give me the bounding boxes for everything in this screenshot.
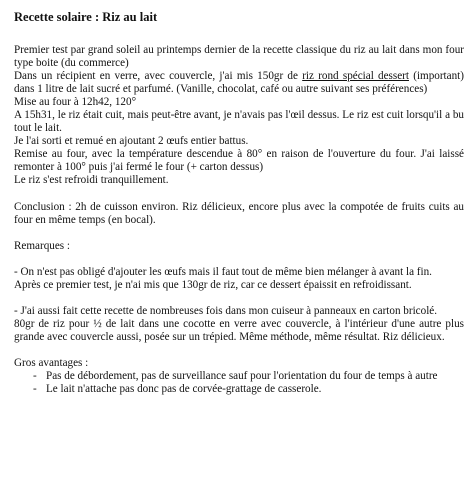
spacer: [14, 253, 464, 266]
advantages-list: [14, 370, 464, 396]
ingredients-text-end: (important) dans 1 litre de lait sucré et parfumé. (Vanille, chocolat, café ou autre suivant ses préférences): [14, 70, 464, 96]
remarks-heading: Remarques :: [14, 239, 70, 252]
oven-start-line: Mise au four à 12h42, 120°: [14, 96, 137, 109]
bullet-dash: -: [33, 382, 37, 395]
list-item: [14, 370, 464, 383]
cooked-paragraph: A 15h31, le riz était cuit, mais peut-être avant, je n'avais pas l'œil dessus. Le riz est cuit lorsqu'il a bu tout le lait.: [14, 109, 464, 135]
eggs-line: Je l'ai sorti et remué en ajoutant 2 œufs entier battus.: [14, 135, 249, 148]
remarks-section: [14, 240, 464, 344]
remark-panel-cooker: - J'ai aussi fait cette recette de nombreuses fois dans mon cuiseur à panneaux en carton bricolé.: [14, 304, 438, 317]
advantage-text: Pas de débordement, pas de surveillance sauf pour l'orientation du four de temps à autre: [46, 369, 438, 382]
remark-rice-quantity: Après ce premier test, je n'ai mis que 130gr de riz, car ce dessert épaissit en refroidissant.: [14, 278, 412, 291]
intro-section: [14, 44, 464, 188]
remark-eggs: - On n'est pas obligé d'ajouter les œufs mais il faut tout de même bien mélanger à avant la fin.: [14, 265, 432, 278]
advantages-heading: Gros avantages :: [14, 356, 89, 369]
document-page: [14, 10, 464, 396]
advantage-text: Le lait n'attache pas donc pas de corvée-grattage de casserole.: [46, 382, 322, 395]
reheat-paragraph: Remise au four, avec la température descendue à 80° en raison de l'ouverture du four. J'ai laissé remonter à 100° puis j'ai fermé le four (+ carton dessus): [14, 148, 464, 174]
advantages-section: [14, 357, 464, 396]
remark-method: 80gr de riz pour ½ de lait dans une cocotte en verre avec couvercle, à l'intérieur d'une autre plus grande avec couvercle aussi, posée sur un trépied. Même méthode, même résultat. Riz délicieux.: [14, 317, 464, 343]
spacer: [14, 344, 464, 357]
conclusion-section: [14, 201, 464, 227]
cooling-line: Le riz s'est refroidi tranquillement.: [14, 174, 169, 187]
list-item: [14, 383, 464, 396]
spacer: [14, 292, 464, 305]
bullet-dash: -: [33, 369, 37, 382]
spacer: [14, 227, 464, 240]
spacer: [14, 188, 464, 201]
ingredients-text-start: Dans un récipient en verre, avec couvercle, j'ai mis 150gr de: [14, 70, 303, 83]
intro-paragraph: Premier test par grand soleil au printemps dernier de la recette classique du riz au lait dans mon four type boite (du commerce): [14, 44, 464, 70]
ingredients-paragraph: [14, 70, 464, 96]
document-title: Recette solaire : Riz au lait: [14, 10, 158, 24]
rice-type-underlined: riz rond spécial dessert: [302, 70, 409, 83]
conclusion-paragraph: Conclusion : 2h de cuisson environ. Riz délicieux, encore plus avec la compotée de fruits cuits au four en même temps (en bocal).: [14, 200, 464, 226]
